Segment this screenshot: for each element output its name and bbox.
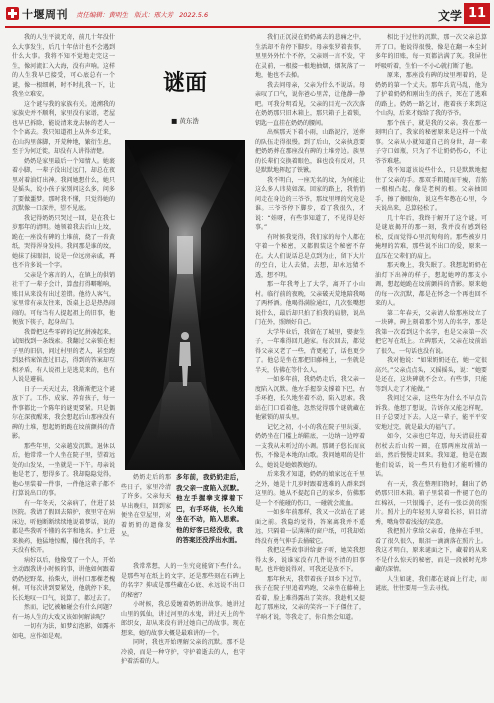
paragraph: 记忆之初，小小的我在院子里玩耍，奶奶坐在门槛上纳鞋底，一边纳一边哼着一支我从未听过的小调。那调子悠长而哀伤，不像是本地的山歌。我问她唱的是什么，她说是她娘教她的。 [255, 423, 365, 469]
paragraph: 原来，那座没有碑的坟里埋着的，是奶奶的第一个丈夫。那年兵荒马乱，他为了护着奶奶和刚出生的孩子，死在了逃难的路上。奶奶一路乞讨，抱着孩子来到这个山沟，后来才嫁给了我的爷爷。 [375, 72, 487, 117]
article-photo [125, 140, 245, 470]
paragraph: 我问过父亲，这些年为什么不早点告诉我。他想了想说，告诉你又能怎样呢，日子总要过下去。人这一辈子，能平平安安地过完，就是最大的福气了。 [375, 395, 487, 431]
paragraph: 一如多年前那样，我又一次站在了谜面之前。我隐约觉得，答案离我并不遥远，只隔着一层薄薄的窗户纸，可我却始终没有勇气伸手去捅破它。 [255, 509, 365, 545]
paragraph: 几十年后，我终于解开了这个谜。可是谜底揭开的那一刻，我并没有感到轻松，反而觉得心里沉甸甸的。那些被岁月掩埋的苦难，那些说不出口的爱，原来一直压在父辈们的肩上。 [375, 214, 487, 260]
paragraph: 那一年我考上了大学，离开了小山村。临行前的夜晚，父亲破天荒地陪我喝了两杯酒。他喝得满脸通红，几次张嘴想说什么，最后却只拍了拍我的肩膀，说出门在外，照顾好自己。 [255, 281, 365, 326]
article-column-c [255, 33, 365, 700]
paragraph: 我常常想，人的一生究竟能留下些什么。是那些写在纸上的文字，还是那些刻在石碑上的名字？抑或是那些藏在心底、永远说不出口的秘密？ [121, 563, 245, 599]
paragraph: 同时，我也开始理解父亲的沉默。那不是冷漠，而是一种守护，守护着逝去的人，也守护着活着的人。 [121, 639, 245, 665]
paragraph: 我曾把这些零碎的记忆拼凑起来，试图找到一条线索。我翻过父亲锁在柜子里的旧信，问过村里的老人，甚至跑到县档案馆查过旧志，得到的答案却互相矛盾，有人说祖上是逃荒来的，也有人说是避祸。 [12, 328, 115, 383]
paragraph: 我的人生平淡无奇，前几十年没什么大事发生，后几十年估计也不会遇到什么大事。我将不知不觉地走完这一生，像河流汇入大海，没有声响。这样的人生我早已接受，可心底总有一个谜，像一根细刺，时不时扎我一下，让我坐立难安。 [12, 34, 115, 98]
paragraph: 我不知道该说些什么，只是默默地握住了父亲的手。那双手粗糙而干瘦，青筋一根根凸起，像是老树的根。父亲抽回手，擦了擦眼角，说这些年憋在心里，今天说出来，总算轻松了。 [375, 167, 487, 212]
photo-illustration [125, 140, 245, 470]
author-name: 黄东浩 [179, 117, 199, 125]
paragraph: 这个谜与我的家族有关。追溯我的家族史并不顺利，家里没有家谱，老屋也早已拆除，能说清来龙去脉的老人一个个离去。我只知道祖上从外乡迁来，在山沟里落脚，开荒种地，繁衍生息，至于为何迁徙，却没有人讲得清楚。 [12, 100, 115, 155]
paragraph: 我记得奶奶只哭过一回，是在我七岁那年的清明。她领着我去后山上坟，跪在一座没有碑的土堆前，烧了一沓黄纸，哭得浑身发抖。我问那是谁的坟，她抹了抹眼泪，说是一位远房亲戚，再也不肯多说一个字。 [12, 214, 115, 269]
masthead-logo-icon [6, 7, 19, 20]
article-column-d [375, 33, 487, 700]
paragraph: 大学毕业后，我留在了城里，娶妻生子，一年难得回几趟家。每次回去，都觉得父亲又老了一些，背更驼了，话也更少了。他总是坐在那把旧藤椅上，一坐就是半天，仿佛在等什么人。 [255, 328, 365, 374]
paragraph: 有一天，我在整理旧物时，翻出了奶奶那只旧木箱。箱子里装着一件褪了色的红棉袄，一只银镯子，还有一张泛黄的照片。照片上的年轻男人穿着长衫，眉目清秀，嘴角带着浅浅的笑意。 [375, 480, 487, 526]
paragraph: 第二年春天，父亲请人给那座坟立了一块碑。碑上刻着那个男人的名字，那是我第一次看到这个名字，也是父亲第一次把它写在纸上。立碑那天，父亲在坟前站了很久，一句话也没有说。 [375, 309, 487, 355]
paragraph: 小时候，我总爱缠着奶奶讲故事。她讲过山里的狐仙，讲过河里的水鬼，讲过天上的牛郎织女，却从来没有讲过她自己的故事。现在想来，她的故事大概是最难讲的一个。 [121, 601, 245, 637]
issue-date: 2022.5.6 [179, 11, 209, 19]
article-column-b-side [121, 473, 171, 559]
article-title: 谜面 [162, 70, 207, 96]
paragraph: 相比于过往的沉默，那一次父亲总算开了口。他说得很慢，像是在翻一本尘封多年的旧账，每一页都沾满了灰。我屏住呼吸听着，生怕一不小心就打断了他。 [375, 34, 487, 70]
page-number: 11 [464, 3, 490, 24]
header-rule [5, 26, 490, 28]
paragraph: 那些年里，父亲越发沉默。退休以后，他常常一个人坐在院子里，望着远处的山发呆，一坐就是一下午。母亲说他是老了，想得多了。我却隐隐觉得，他心里装着一件事，一件他这辈子都不打算说出口的事。 [12, 442, 115, 497]
paragraph: 我把照片拿给父亲看，他捧在手里，看了很久很久，眼泪一滴滴落在照片上。我这才明白，原来谜面之下，藏着的从来不是什么惊天的秘密，而是一段被时光珍藏的深情。 [375, 528, 487, 573]
paragraph: 有时候我觉得，我们家的每个人都在守着一个秘密，又都假装这个秘密不存在。大人们说话总是点到为止，留下大片的空白，让人去猜，去想，却永远猜不透，想不明。 [255, 233, 365, 279]
page-credits [76, 10, 212, 19]
section-label: 文学 [438, 9, 463, 23]
masthead-title: 十堰周刊 [22, 7, 68, 21]
paragraph: 那个孩子，就是我的父亲。我在那一刻明白了，我家的秘密原来是这样一个故事。父亲从小就知道自己的身世，却一辈子守口如瓶，只为了不让奶奶伤心，不让爷爷难堪。 [375, 119, 487, 165]
article-column-a [12, 33, 115, 700]
paragraph: 我去问母亲，父亲为什么不说话。母亲叹了口气，说你爸心里苦，让他静一静吧。可我分明看见，父亲的目光一次次落在奶奶那只旧木箱上，那只箱子上着锁，钥匙一直挂在奶奶的腰间。 [255, 81, 365, 127]
paragraph: 如今，父亲也已年迈，每天清晨拄着拐杖去后山转一圈，在那两座坟前站一站，然后慢慢走回来。我知道，他是在跟他们说话，说一些只有他们才能听懂的话。 [375, 433, 487, 478]
paragraph: 那年秋天，我带着孩子回乡下过节。孩子在院子里追着鸡跑，父亲坐在藤椅上看着，脸上难得露出了笑容。我趁机又提起了那座坟，父亲的笑容一下子僵住了，半晌才说，等我走了，你自然会知道。 [255, 575, 365, 621]
paragraph: 后来我才知道，奶奶的娘家远在千里之外，她是十几岁时跟着逃难的人群来到这里的。她从不提起自己的家乡，仿佛那是一个不能碰的伤口，一碰就会流血。 [255, 471, 365, 507]
layout-credit: 版式：邢大芳 [134, 11, 174, 19]
masthead [6, 4, 68, 23]
paragraph: 父亲是个寡言的人，在镇上的供销社干了一辈子会计，算盘打得噼啪响，账目从来没有出过差错。他待人客气，家里常有亲友往来，饭桌上总是热热闹闹的。可每当有人提起祖上的旧事，他便放下筷子，起身出门。 [12, 271, 115, 326]
paragraph: 然而，记忆被触碰会有什么问题？有一场人生的大戏又该如何解读呢？ [12, 604, 115, 621]
article-column-b-bottom [121, 562, 245, 700]
byline-mark: ■ [171, 117, 178, 125]
paragraph: 日子一天天过去，我渐渐把这个谜放下了。工作、成家、养育孩子，每一件事都比一个陈年的谜更要紧。只是偶尔在深夜醒来，我会想起后山那座没有碑的土堆，想起奶奶跪在坟前颤抖的背影。 [12, 385, 115, 440]
paragraph: 一如多年前，我奶奶走后，我父亲一度陷入沉默。他左手握拳支撑着下巴，右手环抱，长久地坐着不动，陷入思索。我站在门口看着他，忽然觉得那个谜就藏在他紧锁的眉头里。 [255, 376, 365, 421]
paragraph: 一切有为法，如梦幻泡影，如露亦如电，应作如是观。 [12, 623, 115, 640]
paragraph: 我不明白，一座无名的坟，为何能让这么多人讳莫如深。回家的路上，我悄悄问走在身边的三爷爷，那坟里埋的究竟是谁。三爷爷停下脚步，看了我很久，才说：“娃呀，有些事知道了，不见得是好事。” [255, 176, 365, 231]
paragraph: 我把这些故事讲给妻子听，她笑我想得太多，说谁家没有几件说不清的旧事呢。也许她说得对，可我还是放不下。 [255, 547, 365, 573]
paragraph: 我们正沉浸在奶奶离去的悲痛之中，生活却不肯停下脚步。母亲张罗着丧事，里里外外忙个不停，父亲则一言不发，守在灵前，一根接一根地抽烟，烟灰落了一地，他也不去掸。 [255, 34, 365, 79]
paragraph: 奶奶走后的那些日子，家里冷清了许多。父亲每天早出晚归，回到家便坐在堂屋里，对着奶奶的遗像发呆。 [121, 474, 171, 538]
paragraph: 我对他说：“如果奶奶还在，她一定很高兴。”父亲点点头，又摇摇头，说：“她要是还在，这块碑就不会立。有些事，只能等到人走了才能做。” [375, 357, 487, 393]
paragraph: 有一年冬天，父亲病了，住进了县医院。我请了假回去陪护，夜里守在病床边，听他断断续续地说着梦话，说的都是些我听不懂的名字和地名。护士进来换药，他猛地惊醒，攥住我的手，半天没有松开。 [12, 499, 115, 554]
pull-quote: 多年前，我奶奶走后，我父亲一度陷入沉默。他左手握拳支撑着下巴，右手环绕，长久地坐在不动，陷入思索。他的好客已经没收，我的答案还没浮出水面。 [176, 473, 243, 544]
paragraph: 出殡那天下着小雨，山路泥泞，送葬的队伍走得很慢。到了后山，父亲执意要把奶奶葬在那座没有碑的土堆旁边。族里的长辈们交换着眼色，谁也没有反对，只是默默地挥起了铁锹。 [255, 129, 365, 174]
paragraph: 奶奶是家里最后一个知情人。她裹着小脚，一辈子没出过远门，却总在夜里对着油灯出神。我问她想什么，她只是摇头，说小孩子家别问这么多，问多了要做噩梦。那时我不懂，只觉得她的沉默像一口深井，望不见底。 [12, 157, 115, 212]
paragraph: 病好以后，他像变了一个人，开始主动跟我讲小时候的事，讲他如何跟着奶奶挖野菜、拾柴火，讲村口那棵老槐树。可每次讲到要紧处，他就停下来，长长地叹一口气，说算了，都过去了。 [12, 556, 115, 602]
paragraph: 那天晚上，我失眠了。我想起奶奶在油灯下出神的样子，想起她哼的那支小调，想起她跪在坟前颤抖的背影。原来她的每一次沉默，都是在怀念一个再也回不来的人。 [375, 262, 487, 307]
editor-credit: 责任编辑：黄明生 [76, 11, 128, 19]
paragraph: 人生如谜，我们都在谜面上行走，而谜底，往往要用一生去寻找。 [375, 575, 487, 592]
article-byline [150, 116, 220, 125]
